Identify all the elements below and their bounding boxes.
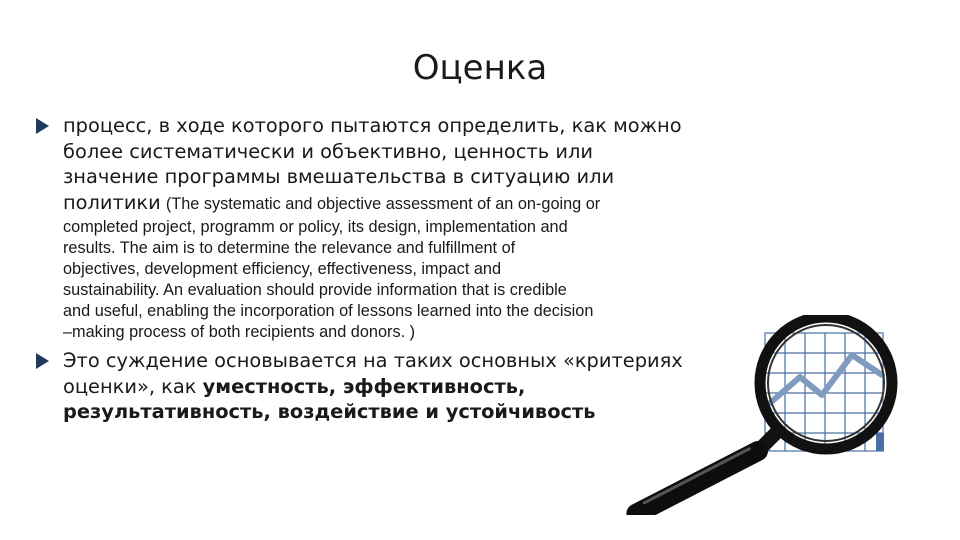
definition-mixed-line xyxy=(63,190,735,218)
definition-ru-text: процесс, в ходе которого пытаются определить, как можно более систематически и объективно, ценность или значение программы вмешательства в ситуацию или xyxy=(63,114,682,188)
bullet-item-definition xyxy=(63,113,735,343)
criteria-bold-1: уместность, эффективность, xyxy=(202,374,526,398)
definition-en-first: (The systematic and objective assessment of an on-going or xyxy=(165,194,601,213)
magnifying-glass-over-line-chart-icon xyxy=(600,315,900,515)
bullet-arrow-icon xyxy=(36,118,49,134)
definition-en-text: completed project, programm or policy, its design, implementation and results. The aim is to determine the relevance and fulfillment of objectives, development efficiency, effectiveness, impact and sustainability. An evaluation should provide information that is credible and useful, enabling the incorporation of lessons learned into the decision –making process of both recipients and donors. ) xyxy=(63,218,594,341)
criteria-lead: Это суждение основывается на таких основных «критериях оценки», как xyxy=(63,349,683,398)
magnifier-handle xyxy=(629,451,766,514)
criteria-bold-2: результативность, воздействие и устойчивость xyxy=(63,400,596,423)
slide-title: Оценка xyxy=(412,48,548,88)
definition-ru-last: политики xyxy=(63,190,161,214)
bullet-arrow-icon xyxy=(36,353,49,369)
chart-corner-marker xyxy=(876,433,884,451)
